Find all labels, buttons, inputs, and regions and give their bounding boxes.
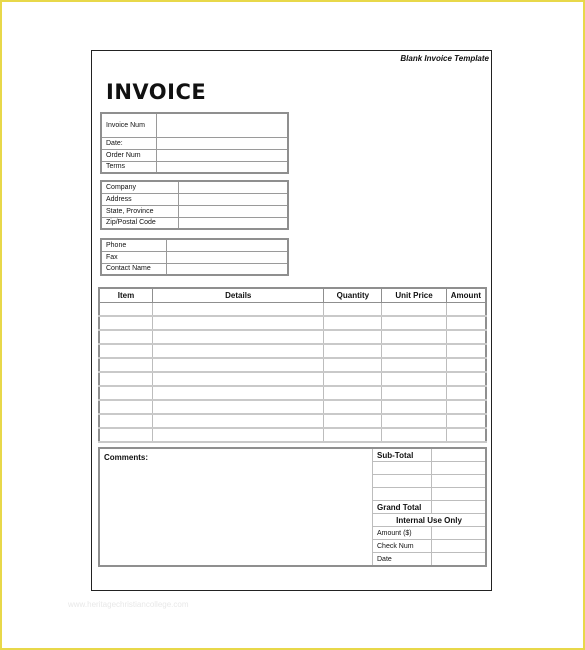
check-num-label: Check Num [373,540,432,553]
customer-info-table [100,180,289,230]
line-item-cell[interactable] [99,330,153,344]
extra-total-value-2[interactable] [432,475,487,488]
column-header-unit-price: Unit Price [382,288,446,303]
line-items-table [98,287,487,443]
line-item-cell[interactable] [99,344,153,358]
comments-label: Comments: [104,453,149,462]
date-field[interactable] [157,137,289,149]
invoice-info-table [100,112,289,174]
table-row [99,344,486,358]
invoice-page [91,50,492,591]
table-row [99,400,486,414]
subtotal-value[interactable] [432,448,487,462]
line-item-cell[interactable] [324,372,382,386]
address-field[interactable] [179,193,289,205]
totals-table [98,447,487,567]
invoice-num-field[interactable] [157,113,289,137]
table-row [99,414,486,428]
line-item-cell[interactable] [446,428,486,442]
line-item-cell[interactable] [153,400,324,414]
table-row [99,372,486,386]
table-row [99,428,486,442]
phone-field[interactable] [167,239,289,251]
amount-field[interactable] [432,527,487,540]
line-item-cell[interactable] [99,400,153,414]
line-item-cell[interactable] [324,386,382,400]
line-item-cell[interactable] [382,386,446,400]
table-row [99,358,486,372]
line-item-cell[interactable] [382,330,446,344]
extra-total-cell-2 [373,475,432,488]
line-item-cell[interactable] [382,414,446,428]
line-item-cell[interactable] [382,428,446,442]
line-item-cell[interactable] [382,316,446,330]
phone-label: Phone [101,239,167,251]
contact-info-table [100,238,289,276]
line-item-cell[interactable] [324,400,382,414]
line-item-cell[interactable] [99,428,153,442]
line-item-cell[interactable] [99,358,153,372]
line-items-body [99,303,486,443]
line-item-cell[interactable] [382,303,446,317]
date-label: Date: [101,137,157,149]
grand-total-label: Grand Total [373,501,432,514]
line-item-cell[interactable] [153,316,324,330]
table-row [99,386,486,400]
line-item-cell[interactable] [99,316,153,330]
line-item-cell[interactable] [446,400,486,414]
subtotal-label: Sub-Total [373,448,432,462]
company-field[interactable] [179,181,289,193]
line-item-cell[interactable] [382,358,446,372]
watermark: www.heritagechristiancollege.com [68,600,189,609]
line-item-cell[interactable] [446,316,486,330]
line-item-cell[interactable] [99,303,153,317]
line-item-cell[interactable] [99,386,153,400]
table-row [99,303,486,317]
column-header-item: Item [99,288,153,303]
line-item-cell[interactable] [324,303,382,317]
line-item-cell[interactable] [153,428,324,442]
line-item-cell[interactable] [446,344,486,358]
state-province-field[interactable] [179,205,289,217]
line-item-cell[interactable] [324,428,382,442]
order-num-field[interactable] [157,149,289,161]
terms-label: Terms [101,161,157,173]
line-item-cell[interactable] [153,358,324,372]
zip-label: Zip/Postal Code [101,217,179,229]
line-item-cell[interactable] [382,344,446,358]
line-item-cell[interactable] [153,414,324,428]
column-header-amount: Amount [446,288,486,303]
terms-field[interactable] [157,161,289,173]
line-item-cell[interactable] [446,330,486,344]
fax-label: Fax [101,251,167,263]
check-num-field[interactable] [432,540,487,553]
extra-total-cell-1 [373,462,432,475]
line-item-cell[interactable] [153,344,324,358]
invoice-num-label: Invoice Num [101,113,157,137]
extra-total-value-1[interactable] [432,462,487,475]
grand-total-value[interactable] [432,501,487,514]
order-num-label: Order Num [101,149,157,161]
line-item-cell[interactable] [446,303,486,317]
line-item-cell[interactable] [446,386,486,400]
contact-name-label: Contact Name [101,263,167,275]
column-header-details: Details [153,288,324,303]
extra-total-cell-3 [373,488,432,501]
line-item-cell[interactable] [153,372,324,386]
comments-area[interactable] [99,448,373,566]
date-paid-label: Date [373,553,432,567]
line-item-cell[interactable] [446,358,486,372]
line-item-cell[interactable] [324,344,382,358]
line-item-cell[interactable] [153,330,324,344]
date-paid-field[interactable] [432,553,487,567]
line-item-cell[interactable] [153,303,324,317]
line-item-cell[interactable] [153,386,324,400]
contact-name-field[interactable] [167,263,289,275]
amount-label: Amount ($) [373,527,432,540]
invoice-heading: INVOICE [106,80,207,104]
line-item-cell[interactable] [446,414,486,428]
line-item-cell[interactable] [324,316,382,330]
address-label: Address [101,193,179,205]
line-item-cell[interactable] [382,400,446,414]
extra-total-value-3[interactable] [432,488,487,501]
fax-field[interactable] [167,251,289,263]
line-item-cell[interactable] [324,358,382,372]
company-label: Company [101,181,179,193]
state-province-label: State, Province [101,205,179,217]
table-row [99,316,486,330]
internal-use-label: Internal Use Only [373,514,487,527]
line-item-cell[interactable] [99,372,153,386]
template-title: Blank Invoice Template [400,54,489,63]
line-item-cell[interactable] [446,372,486,386]
line-item-cell[interactable] [324,330,382,344]
line-item-cell[interactable] [324,414,382,428]
column-header-quantity: Quantity [324,288,382,303]
zip-field[interactable] [179,217,289,229]
table-row [99,330,486,344]
line-item-cell[interactable] [382,372,446,386]
line-item-cell[interactable] [99,414,153,428]
